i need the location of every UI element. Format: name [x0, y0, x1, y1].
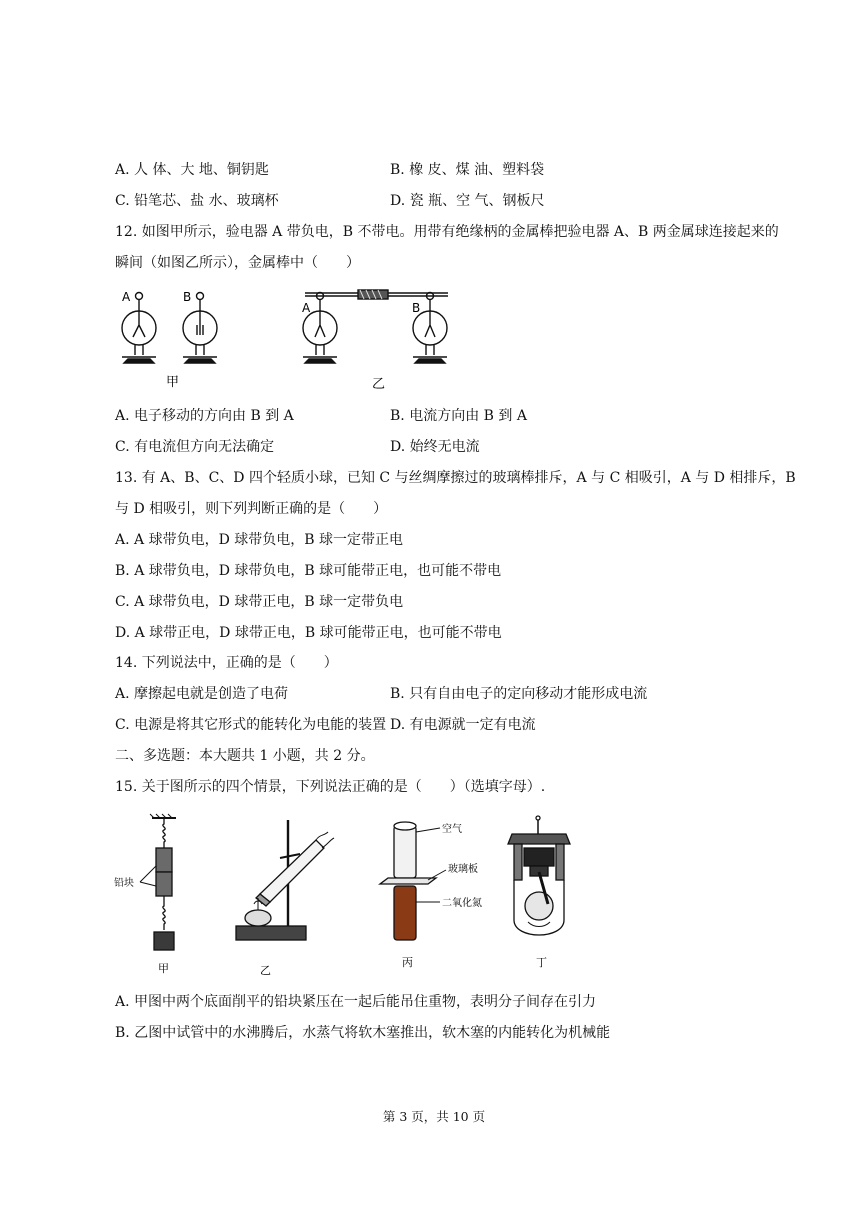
q13-stem-line2: 与 D 相吸引，则下列判断正确的是（ ） — [115, 501, 388, 517]
caption-scene-yi: 乙 — [260, 964, 271, 977]
q13-option-d: D. A 球带正电，D 球带正电，B 球可能带正电，也可能不带电 — [115, 625, 502, 641]
q13-option-a: A. A 球带负电，D 球带负电，B 球一定带正电 — [115, 532, 403, 548]
q14-option-d: D. 有电源就一定有电流 — [390, 717, 536, 733]
q11-option-c: C. 铅笔芯、盐 水、玻璃杯 — [115, 193, 279, 209]
q12-electroscope-figure — [110, 285, 460, 395]
q11-option-b: B. 橡 皮、煤 油、塑料袋 — [390, 162, 545, 178]
q15-stem: 15. 关于图所示的四个情景，下列说法正确的是（ ）（选填字母）. — [115, 779, 546, 795]
label-b-yi: B — [412, 301, 421, 315]
q12-option-a: A. 电子移动的方向由 B 到 A — [115, 408, 294, 424]
caption-yi: 乙 — [372, 377, 386, 392]
q12-stem-line1: 12. 如图甲所示，验电器 A 带负电，B 不带电。用带有绝缘柄的金属棒把验电器 A、B 两金属球连接起来的 — [115, 224, 779, 240]
section-heading-multiple-choice: 二、多选题：本大题共 1 小题，共 2 分。 — [115, 748, 375, 764]
q14-stem: 14. 下列说法中，正确的是（ ） — [115, 655, 338, 671]
caption-scene-ding: 丁 — [536, 956, 547, 969]
q13-option-c: C. A 球带负电，D 球带正电，B 球一定带负电 — [115, 594, 404, 610]
q15-option-a: A. 甲图中两个底面削平的铅块紧压在一起后能吊住重物，表明分子间存在引力 — [115, 994, 597, 1010]
caption-scene-bing: 丙 — [402, 956, 413, 969]
q11-option-d: D. 瓷 瓶、空 气、钢板尺 — [390, 193, 545, 209]
glass-plate-label: 玻璃板 — [448, 864, 478, 875]
caption-scene-jia: 甲 — [158, 962, 169, 975]
q13-stem-line1: 13. 有 A、B、C、D 四个轻质小球，已知 C 与丝绸摩擦过的玻璃棒排斥，A 与 C 相吸引，A 与 D 相排斥，B — [115, 470, 796, 486]
page-footer: 第 3 页，共 10 页 — [382, 1109, 486, 1124]
q14-option-b: B. 只有自由电子的定向移动才能形成电流 — [390, 686, 648, 702]
q12-option-b: B. 电流方向由 B 到 A — [390, 408, 527, 424]
q14-option-a: A. 摩擦起电就是创造了电荷 — [115, 686, 289, 702]
scene-jia-lead-blocks — [140, 814, 176, 950]
scene-ding-engine — [508, 816, 570, 935]
label-a-yi: A — [302, 301, 311, 315]
no2-label: 二氧化氮 — [442, 898, 482, 909]
q12-option-d: D. 始终无电流 — [390, 439, 480, 455]
q13-option-b: B. A 球带负电，D 球带负电，B 球可能带正电，也可能不带电 — [115, 563, 502, 579]
caption-jia: 甲 — [166, 375, 180, 390]
air-label: 空气 — [442, 824, 462, 835]
label-a-jia: A — [122, 290, 131, 304]
q14-option-c: C. 电源是将其它形式的能转化为电能的装置 — [115, 717, 387, 733]
q12-option-c: C. 有电流但方向无法确定 — [115, 439, 275, 455]
q11-option-a: A. 人 体、大 地、铜钥匙 — [115, 162, 269, 178]
q15-four-scenes-figure — [110, 810, 600, 982]
scene-yi-test-tube — [236, 820, 334, 940]
lead-block-label: 铅块 — [114, 878, 134, 889]
q12-stem-line2: 瞬间（如图乙所示），金属棒中（ ） — [115, 255, 360, 271]
scene-bing-gas-jars — [380, 822, 446, 940]
label-b-jia: B — [183, 290, 192, 304]
q15-option-b: B. 乙图中试管中的水沸腾后，水蒸气将软木塞推出，软木塞的内能转化为机械能 — [115, 1025, 611, 1041]
